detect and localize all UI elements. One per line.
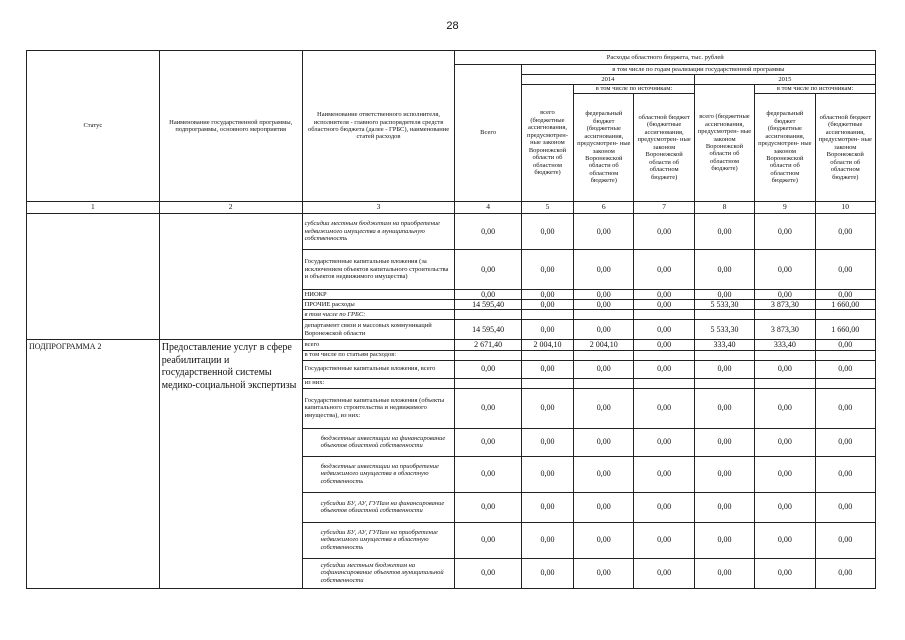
header-expenses: Расходы областного бюджета, тыс. рублей — [455, 51, 876, 65]
value-cell — [694, 350, 754, 360]
value-cell: 0,00 — [634, 290, 694, 300]
col-number: 3 — [302, 202, 455, 214]
status-cell-empty — [27, 214, 160, 340]
value-cell: 0,00 — [694, 428, 754, 456]
header-year-2014: 2014 — [521, 75, 694, 85]
value-cell: 0,00 — [455, 214, 521, 250]
col-number: 5 — [521, 202, 573, 214]
row-label: субсидии местным бюджетам на приобретение недвижимого имущества в муниципальную собственность — [302, 214, 455, 250]
header-2015-regional: областной бюджет (бюджетные ассигнования, предусмотрен- ные законом Воронежской области об областном бюджете) — [815, 94, 876, 202]
value-cell: 14 595,40 — [455, 300, 521, 310]
row-label: субсидии БУ, АУ, ГУПам на финансирование объектов областной собственности — [302, 492, 455, 522]
row-label: ПРОЧИЕ расходы — [302, 300, 455, 310]
value-cell: 0,00 — [574, 214, 634, 250]
value-cell: 0,00 — [815, 250, 876, 290]
col-number: 2 — [159, 202, 302, 214]
value-cell: 0,00 — [455, 290, 521, 300]
row-label: всего — [302, 340, 455, 350]
value-cell: 0,00 — [574, 360, 634, 378]
value-cell: 0,00 — [574, 388, 634, 428]
value-cell: 0,00 — [634, 456, 694, 492]
header-2014-regional: областной бюджет (бюджетные ассигнования, предусмотрен- ные законом Воронежской области об областном бюджете) — [634, 94, 694, 202]
value-cell: 5 533,30 — [694, 320, 754, 340]
header-2014-federal: федеральный бюджет (бюджетные ассигнования, предусмотрен- ные законом Воронежской области об областном бюджете) — [574, 94, 634, 202]
value-cell: 14 595,40 — [455, 320, 521, 340]
value-cell — [755, 378, 815, 388]
header-by-years: в том числе по годам реализации государственной программы — [521, 65, 875, 75]
value-cell: 0,00 — [574, 428, 634, 456]
value-cell: 1 660,00 — [815, 320, 876, 340]
col-number: 7 — [634, 202, 694, 214]
header-2014-all: всего (бюджетные ассигнования, предусмотрен- ные законом Воронежской области об областном бюджете) — [521, 85, 573, 202]
value-cell: 0,00 — [694, 250, 754, 290]
value-cell — [455, 378, 521, 388]
row-label: бюджетные инвестиции на приобретение недвижимого имущества в областную собственность — [302, 456, 455, 492]
row-label: Государственные капитальные вложения (за исключением объектов капитального строительства и объектов недвижимого имущества) — [302, 250, 455, 290]
value-cell: 0,00 — [755, 492, 815, 522]
row-label: Государственные капитальные вложения (объекты капитального строительства и недвижимого имущества), из них: — [302, 388, 455, 428]
row-label: в том числе по статьям расходов: — [302, 350, 455, 360]
value-cell — [815, 310, 876, 320]
value-cell: 0,00 — [574, 456, 634, 492]
value-cell: 0,00 — [815, 558, 876, 588]
value-cell: 0,00 — [694, 522, 754, 558]
value-cell: 0,00 — [634, 360, 694, 378]
value-cell: 0,00 — [755, 250, 815, 290]
col-number: 8 — [694, 202, 754, 214]
value-cell: 0,00 — [755, 360, 815, 378]
value-cell: 0,00 — [815, 428, 876, 456]
value-cell: 0,00 — [815, 214, 876, 250]
value-cell: 0,00 — [815, 492, 876, 522]
value-cell: 0,00 — [455, 456, 521, 492]
value-cell: 0,00 — [521, 388, 573, 428]
value-cell: 0,00 — [815, 522, 876, 558]
value-cell: 2 004,10 — [574, 340, 634, 350]
value-cell: 0,00 — [634, 214, 694, 250]
value-cell: 0,00 — [694, 558, 754, 588]
value-cell: 0,00 — [455, 492, 521, 522]
value-cell: 0,00 — [574, 522, 634, 558]
row-label: департамент связи и массовых коммуникаций Воронежской области — [302, 320, 455, 340]
value-cell: 0,00 — [815, 290, 876, 300]
value-cell: 0,00 — [634, 522, 694, 558]
value-cell — [574, 378, 634, 388]
header-2015-sources: в том числе по источникам: — [755, 85, 876, 94]
row-label: в том числе по ГРБС: — [302, 310, 455, 320]
header-executor: Наименование ответственного исполнителя, исполнителя - главного распорядителя средств областного бюджета (далее - ГРБС), наименование статей расходов — [302, 51, 455, 202]
value-cell — [574, 350, 634, 360]
value-cell: 0,00 — [521, 290, 573, 300]
value-cell: 2 671,40 — [455, 340, 521, 350]
value-cell: 0,00 — [634, 300, 694, 310]
value-cell: 0,00 — [815, 388, 876, 428]
row-label: НИОКР — [302, 290, 455, 300]
value-cell: 0,00 — [755, 388, 815, 428]
value-cell: 0,00 — [521, 456, 573, 492]
value-cell: 0,00 — [634, 492, 694, 522]
value-cell: 0,00 — [455, 558, 521, 588]
value-cell: 3 873,30 — [755, 300, 815, 310]
value-cell: 0,00 — [455, 360, 521, 378]
value-cell: 0,00 — [521, 300, 573, 310]
value-cell: 333,40 — [694, 340, 754, 350]
value-cell — [634, 378, 694, 388]
value-cell — [634, 310, 694, 320]
table-row — [27, 214, 876, 250]
value-cell: 0,00 — [455, 250, 521, 290]
value-cell: 0,00 — [755, 558, 815, 588]
value-cell: 0,00 — [521, 522, 573, 558]
header-program-name: Наименование государственной программы, подпрограммы, основного мероприятия — [159, 51, 302, 202]
value-cell: 0,00 — [815, 456, 876, 492]
col-number: 4 — [455, 202, 521, 214]
value-cell — [634, 350, 694, 360]
value-cell: 0,00 — [755, 290, 815, 300]
value-cell: 0,00 — [694, 492, 754, 522]
value-cell: 0,00 — [521, 250, 573, 290]
value-cell: 0,00 — [634, 320, 694, 340]
value-cell: 0,00 — [574, 300, 634, 310]
value-cell: 0,00 — [521, 558, 573, 588]
row-label: субсидии БУ, АУ, ГУПам на приобретение недвижимого имущества в областную собственность — [302, 522, 455, 558]
value-cell — [455, 350, 521, 360]
header-2015-federal: федеральный бюджет (бюджетные ассигнования, предусмотрен- ные законом Воронежской области об областном бюджете) — [755, 94, 815, 202]
value-cell: 0,00 — [694, 360, 754, 378]
name-cell-empty — [159, 214, 302, 340]
value-cell: 0,00 — [694, 388, 754, 428]
header-2014-sources: в том числе по источникам: — [574, 85, 695, 94]
header-total: Всего — [455, 65, 521, 202]
value-cell — [755, 350, 815, 360]
value-cell — [521, 310, 573, 320]
value-cell: 0,00 — [634, 388, 694, 428]
value-cell: 0,00 — [755, 428, 815, 456]
value-cell — [521, 350, 573, 360]
value-cell: 0,00 — [521, 360, 573, 378]
row-label: из них: — [302, 378, 455, 388]
header-2015-all: всего (бюджетные ассигнования, предусмотрен- ные законом Воронежской области об областном бюджете) — [694, 85, 754, 202]
value-cell: 0,00 — [574, 320, 634, 340]
subprogram-status: ПОДПРОГРАММА 2 — [27, 340, 160, 588]
value-cell: 333,40 — [755, 340, 815, 350]
row-label: субсидии местным бюджетам на софинансирование объектов муниципальной собственности — [302, 558, 455, 588]
value-cell: 0,00 — [694, 214, 754, 250]
value-cell: 0,00 — [521, 320, 573, 340]
value-cell: 0,00 — [521, 428, 573, 456]
value-cell: 0,00 — [755, 214, 815, 250]
col-number: 9 — [755, 202, 815, 214]
value-cell: 0,00 — [694, 290, 754, 300]
value-cell: 0,00 — [574, 558, 634, 588]
column-numbers-row — [27, 202, 876, 214]
value-cell — [755, 310, 815, 320]
value-cell: 0,00 — [455, 428, 521, 456]
row-label: Государственные капитальные вложения, всего — [302, 360, 455, 378]
value-cell — [815, 378, 876, 388]
value-cell: 0,00 — [634, 558, 694, 588]
value-cell: 0,00 — [694, 456, 754, 492]
value-cell: 0,00 — [574, 492, 634, 522]
table-row — [27, 340, 876, 350]
value-cell — [694, 310, 754, 320]
value-cell: 0,00 — [755, 456, 815, 492]
value-cell: 0,00 — [521, 214, 573, 250]
col-number: 10 — [815, 202, 876, 214]
value-cell: 0,00 — [815, 340, 876, 350]
value-cell: 0,00 — [634, 340, 694, 350]
value-cell: 5 533,30 — [694, 300, 754, 310]
value-cell: 0,00 — [574, 290, 634, 300]
value-cell: 0,00 — [455, 522, 521, 558]
value-cell: 0,00 — [755, 522, 815, 558]
value-cell: 0,00 — [815, 360, 876, 378]
header-status: Статус — [27, 51, 160, 202]
col-number: 1 — [27, 202, 160, 214]
value-cell: 1 660,00 — [815, 300, 876, 310]
value-cell: 0,00 — [634, 250, 694, 290]
col-number: 6 — [574, 202, 634, 214]
value-cell: 0,00 — [634, 428, 694, 456]
value-cell: 0,00 — [521, 492, 573, 522]
value-cell: 0,00 — [455, 388, 521, 428]
subprogram-name: Предоставление услуг в сфере реабилитации и государственной системы медико-социальной экспертизы — [159, 340, 302, 588]
page-number: 28 — [446, 20, 459, 32]
value-cell — [574, 310, 634, 320]
value-cell: 0,00 — [574, 250, 634, 290]
row-label: бюджетные инвестиции на финансирование объектов областной собственности — [302, 428, 455, 456]
value-cell: 2 004,10 — [521, 340, 573, 350]
budget-table — [26, 50, 876, 589]
value-cell: 3 873,30 — [755, 320, 815, 340]
value-cell — [694, 378, 754, 388]
header-year-2015: 2015 — [694, 75, 875, 85]
value-cell — [455, 310, 521, 320]
value-cell — [815, 350, 876, 360]
value-cell — [521, 378, 573, 388]
